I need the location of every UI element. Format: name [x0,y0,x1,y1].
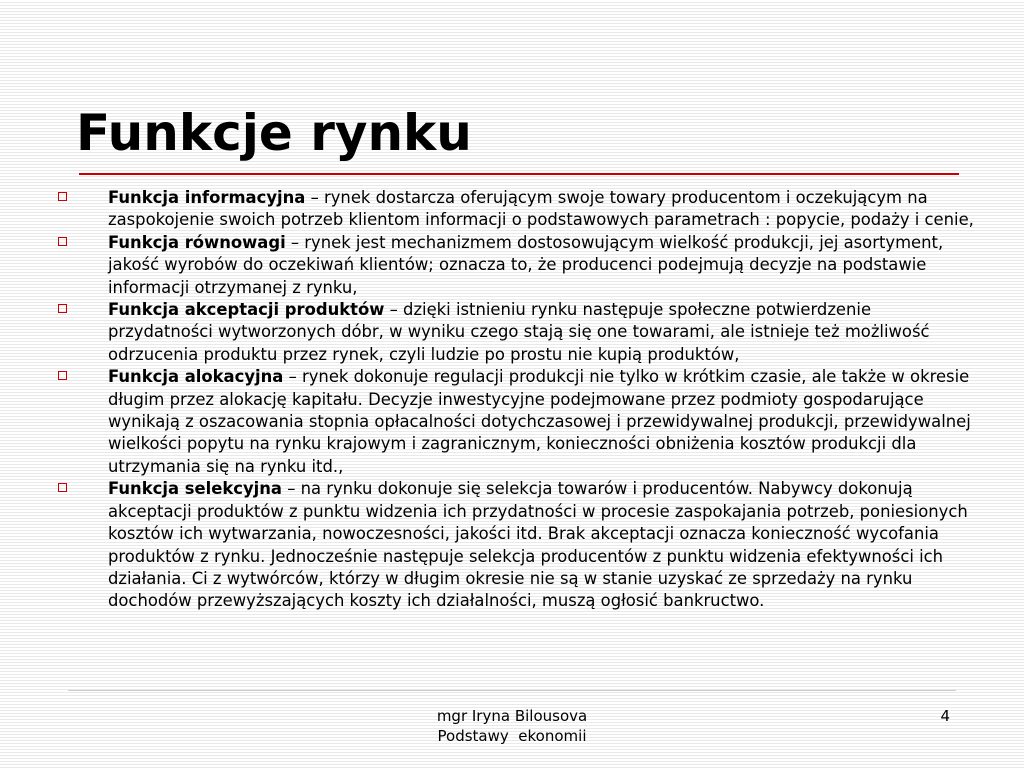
bullet-term: Funkcja selekcyjna [108,479,282,499]
bullet-term: Funkcja alokacyjna [108,367,284,387]
hollow-square-bullet-icon [58,192,67,201]
bullet-item-informacyjna [56,187,976,232]
bullet-text: – dzięki istnieniu rynku następuje społeczne potwierdzenie przydatności wytworzonych dóbr, w wyniku czego stają się one towarami, ale istnieje też możliwość odrzucenia produktu przez rynek, czyli ludzie po prostu nie kupią produktów, [108,300,930,364]
bullet-text: – rynek dokonuje regulacji produkcji nie tylko w krótkim czasie, ale także w okresie długim przez alokację kapitału. Decyzje inwestycyjne podejmowane przez podmioty gospodarujące wynikają z oszacowania stopnia opłacalności dotychczasowej i przewidywalnej produkcji, przewidywalnej wielkości popytu na rynku krajowym i zagranicznym, konieczności obniżenia kosztów produkcji dla utrzymania się na rynku itd., [108,367,971,476]
hollow-square-bullet-icon [58,483,67,492]
bullet-item-rownowagi [56,232,976,299]
footer-author: mgr Iryna Bilousova Podstawy ekonomii [436,707,588,745]
hollow-square-bullet-icon [58,371,67,380]
hollow-square-bullet-icon [58,304,67,313]
page-number: 4 [940,707,950,725]
bullet-item-alokacyjna [56,366,976,478]
bullet-text: – rynek dostarcza oferującym swoje towary producentom i oczekującym na zaspokojenie swoich potrzeb klientom informacji o podstawowych parametrach : popycie, podaży i cenie, [108,188,974,230]
footer-divider [68,690,956,691]
bullet-term: Funkcja informacyjna [108,188,306,207]
bullet-list [56,187,976,613]
bullet-term: Funkcja równowagi [108,232,286,252]
bullet-text: – rynek jest mechanizmem dostosowującym wielkość produkcji, jej asortyment, jakość wyrobów do oczekiwań klientów; oznacza to, że producenci podejmują decyzje na podstawie informacji otrzymanej z rynku, [108,232,944,297]
bullet-term: Funkcja akceptacji produktów [108,300,385,320]
title-underline [79,173,959,175]
bullet-text: – na rynku dokonuje się selekcja towarów i producentów. Nabywcy dokonują akceptacji produktów z punktu widzenia ich przydatności w procesie zaspokajania potrzeb, poniesionych kosztów ich wytwarzania, nowoczesności, jakości itd. Brak akceptacji oznacza konieczność wycofania produktów z rynku. Jednocześnie następuje selekcja producentów z punktu widzenia efektywności ich działania. Ci z wytwórców, którzy w długim okresie nie są w stanie uzyskać ze sprzedaży na rynku dochodów przewyższających koszty ich działalności, muszą ogłosić bankructwo. [108,479,968,611]
hollow-square-bullet-icon [58,237,67,246]
bullet-item-selekcyjna [56,478,976,612]
slide-title: Funkcje rynku [76,104,472,162]
bullet-item-akceptacji [56,299,976,366]
